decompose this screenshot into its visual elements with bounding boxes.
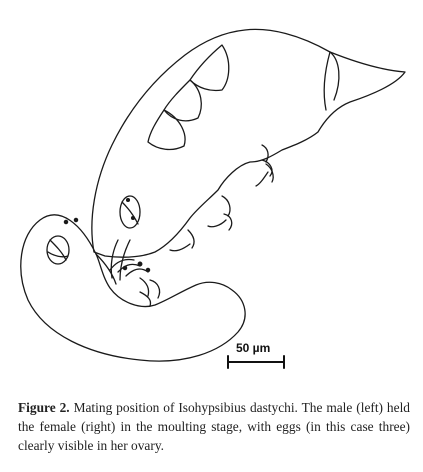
female-leg-2 (222, 196, 230, 216)
scale-bar-label: 50 µm (236, 341, 271, 355)
scale-bar (228, 356, 284, 368)
caption-text: Mating position of Isohypsibius dastychi. The male (left) held the female (right) in the moulting stage, with eggs (in this case three) clearly visible in her ovary. (18, 400, 410, 453)
egg-2 (164, 80, 201, 121)
figure-label: Figure 2. (18, 400, 70, 415)
figure-caption (18, 398, 410, 455)
female-body-outline (92, 29, 405, 257)
egg-1 (190, 45, 229, 91)
female-posterior-cuticle (330, 52, 339, 100)
egg-3 (148, 110, 185, 149)
